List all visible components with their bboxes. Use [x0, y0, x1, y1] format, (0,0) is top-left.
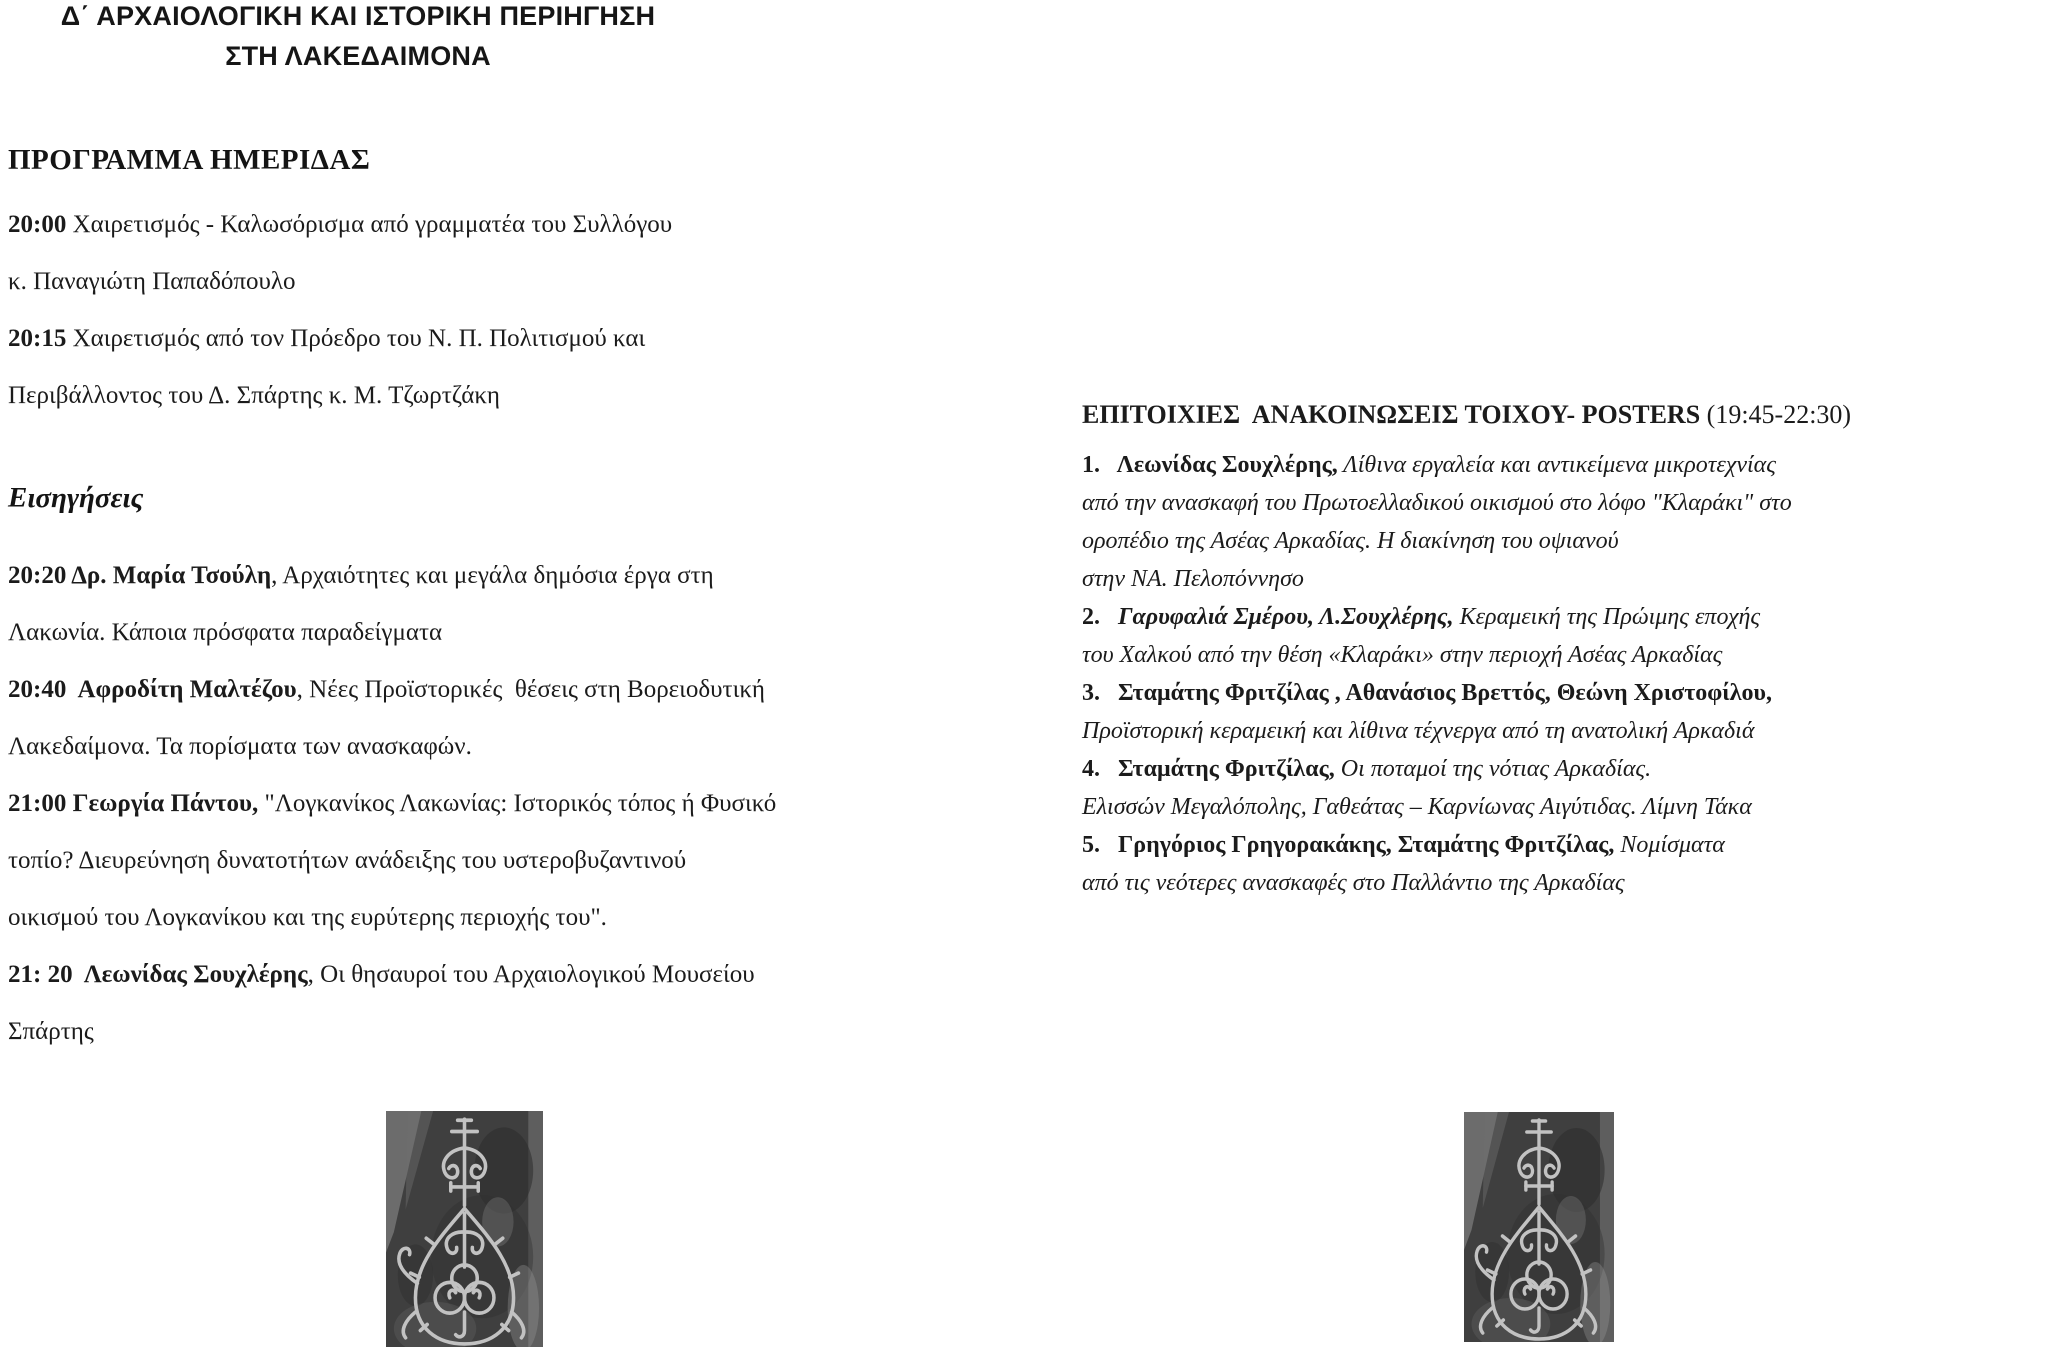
text-line: 4. Σταμάτης Φριτζίλας, Οι ποταμοί της νότιας Αρκαδίας. — [1082, 756, 1652, 782]
text-line: από τις νεότερες ανασκαφές στο Παλλάντιο της Αρκαδίας — [1082, 870, 1625, 896]
text-line: Περιβάλλοντος του Δ. Σπάρτης κ. Μ. Τζωρτζάκη — [8, 382, 500, 409]
text-line: 21: 20 Λεωνίδας Σουχλέρης, Οι θησαυροί του Αρχαιολογικού Μουσείου — [8, 961, 755, 988]
text-line: 20:20 Δρ. Μαρία Τσούλη, Αρχαιότητες και μεγάλα δημόσια έργα στη — [8, 562, 714, 589]
text-line: τοπίο? Διευρεύνηση δυνατοτήτων ανάδειξης του υστεροβυζαντινού — [8, 847, 687, 874]
text-line: στην ΝΑ. Πελοπόννησο — [1082, 566, 1304, 592]
title-line-2: ΣΤΗ ΛΑΚΕΔΑΙΜΟΝΑ — [225, 41, 491, 71]
text-line: 20:00 Χαιρετισμός - Καλωσόρισμα από γραμματέα του Συλλόγου — [8, 211, 673, 238]
text-line: ΕΠΙΤΟΙΧΙΕΣ ΑΝΑΚΟΙΝΩΣΕΙΣ ΤΟΙΧΟΥ- POSTERS (19:45-22:30) — [1082, 400, 1852, 429]
engraved-ornament-image — [1464, 1112, 1614, 1342]
document-title — [8, 0, 708, 76]
text-line: 2. Γαρυφαλιά Σμέρου, Λ.Σουχλέρης, Κεραμεική της Πρώιμης εποχής — [1082, 604, 1761, 630]
text-line: από την ανασκαφή του Πρωτοελλαδικού οικισμού στο λόφο "Κλαράκι" στο — [1082, 490, 1792, 516]
text-line: Λακωνία. Κάποια πρόσφατα παραδείγματα — [8, 619, 443, 646]
text-line: Σπάρτης — [8, 1018, 94, 1045]
text-line: Λακεδαίμονα. Τα πορίσματα των ανασκαφών. — [8, 733, 472, 760]
text-line: 1. Λεωνίδας Σουχλέρης, Λίθινα εργαλεία και αντικείμενα μικροτεχνίας — [1082, 452, 1776, 478]
text-line: Προϊστορική κεραμεική και λίθινα τέχνεργα από τη ανατολική Αρκαδιά — [1082, 718, 1755, 744]
text-line: του Χαλκού από την θέση «Κλαράκι» στην περιοχή Ασέας Αρκαδίας — [1082, 642, 1723, 668]
text-line: 20:40 Αφροδίτη Μαλτέζου, Νέες Προϊστορικές θέσεις στη Βορειοδυτική — [8, 676, 765, 703]
text-line: 20:15 Χαιρετισμός από τον Πρόεδρο του Ν. Π. Πολιτισμού και — [8, 325, 646, 352]
engraved-ornament-image — [386, 1111, 543, 1347]
poster-item-lines — [1082, 446, 2048, 902]
text-line: 3. Σταμάτης Φριτζίλας , Αθανάσιος Βρεττός, Θεώνη Χριστοφίλου, — [1082, 680, 1772, 706]
sessions-heading: Εισηγήσεις — [8, 482, 144, 514]
text-line: Ελισσών Μεγαλόπολης, Γαθεάτας – Καρνίωνας Αιγύτιδας. Λίμνη Τάκα — [1082, 794, 1752, 820]
artifact-photo-left — [386, 1111, 543, 1347]
text-line: 5. Γρηγόριος Γρηγορακάκης, Σταμάτης Φριτζίλας, Νομίσματα — [1082, 832, 1725, 858]
text-line: οικισμού του Λογκανίκου και της ευρύτερης περιοχής του". — [8, 904, 607, 931]
title-line-1: Δ΄ ΑΡΧΑΙΟΛΟΓΙΚΗ ΚΑΙ ΙΣΤΟΡΙΚΗ ΠΕΡΙΗΓΗΣΗ — [60, 1, 656, 31]
text-line: κ. Παναγιώτη Παπαδόπουλο — [8, 268, 296, 295]
program-heading: ΠΡΟΓΡΑΜΜΑ ΗΜΕΡΙΔΑΣ — [8, 144, 371, 176]
posters-heading — [1082, 398, 2048, 432]
program-session-lines — [8, 547, 808, 1060]
program-opening-lines — [8, 196, 808, 424]
text-line: οροπέδιο της Ασέας Αρκαδίας. Η διακίνηση του οψιανού — [1082, 528, 1619, 554]
artifact-photo-right — [1464, 1112, 1614, 1342]
text-line: 21:00 Γεωργία Πάντου, "Λογκανίκος Λακωνίας: Ιστορικός τόπος ή Φυσικό — [8, 790, 777, 817]
